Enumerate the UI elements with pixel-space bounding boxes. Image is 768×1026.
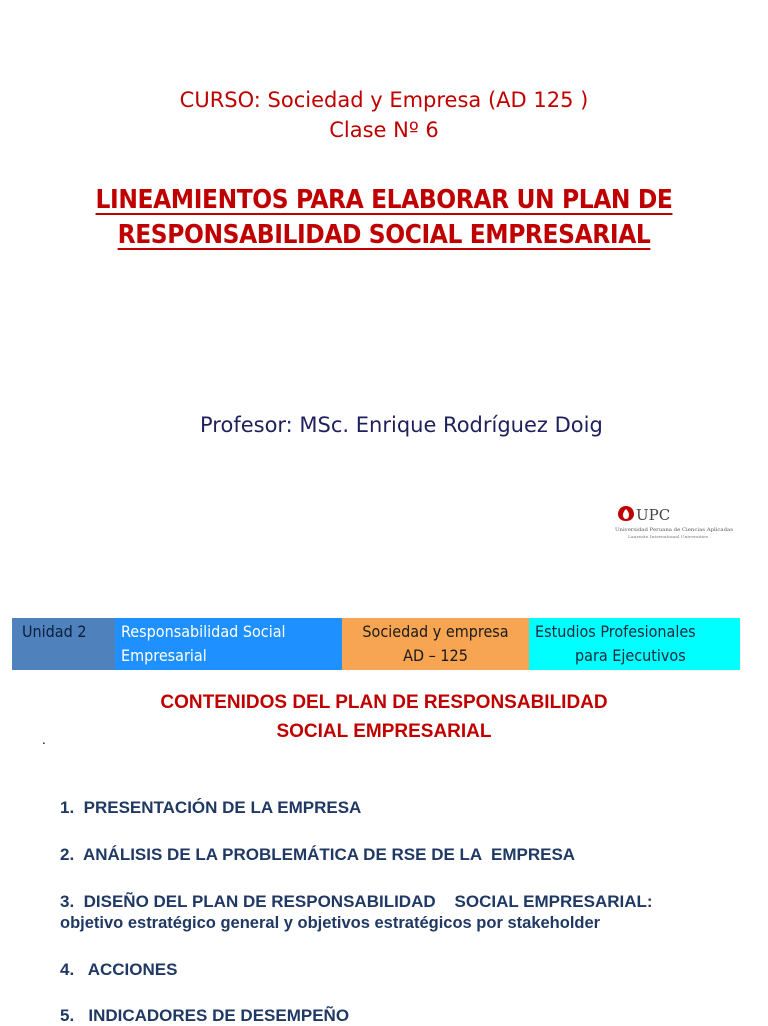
logo-subtitle: Universidad Peruana de Ciencias Aplicadas [615,527,734,533]
contents-item-3: 3. DISEÑO DEL PLAN DE RESPONSABILIDAD SOCIAL EMPRESARIAL: [60,892,653,911]
flame-icon [618,506,634,521]
banner-topic-line2: Empresarial [121,646,207,665]
banner-topic [115,618,342,670]
banner-course-line1: Sociedad y empresa [362,622,509,641]
contents-item-2: 2. ANÁLISIS DE LA PROBLEMÁTICA DE RSE DE LA EMPRESA [60,845,576,864]
professor-name: Profesor: MSc. Enrique Rodríguez Doig [200,413,603,437]
contents-item-1: 1. PRESENTACIÓN DE LA EMPRESA [60,798,362,817]
contents-title-line2: SOCIAL EMPRESARIAL [276,721,492,742]
banner-course [342,618,529,670]
course-title: CURSO: Sociedad y Empresa (AD 125 ) [179,88,589,112]
contents-item-3-detail: objetivo estratégico general y objetivos estratégicos por stakeholder [60,914,601,932]
banner-program-line1: Estudios Profesionales [535,622,696,641]
contents-title-line1: CONTENIDOS DEL PLAN DE RESPONSABILIDAD [160,692,608,713]
upc-logo-mark [612,502,736,542]
logo-name: UPC [636,506,671,524]
unit-banner [12,618,740,670]
banner-course-line2: AD – 125 [403,646,468,665]
banner-unit [12,618,115,670]
banner-program-line2: para Ejecutivos [575,646,686,665]
banner-topic-line1: Responsabilidad Social [121,622,286,641]
banner-program [529,618,740,670]
main-title-line1: LINEAMIENTOS PARA ELABORAR UN PLAN DE [95,185,673,215]
contents-item-5: 5. INDICADORES DE DESEMPEÑO [60,1006,350,1025]
contents-item-4: 4. ACCIONES [60,960,178,979]
banner-unit-label: Unidad 2 [22,622,87,641]
upc-logo [612,502,736,542]
main-title-line2: RESPONSABILIDAD SOCIAL EMPRESARIAL [117,220,651,250]
logo-tagline: Laureate International Universities [628,534,708,539]
class-number: Clase Nº 6 [329,118,439,142]
stray-dot: . [42,733,46,747]
